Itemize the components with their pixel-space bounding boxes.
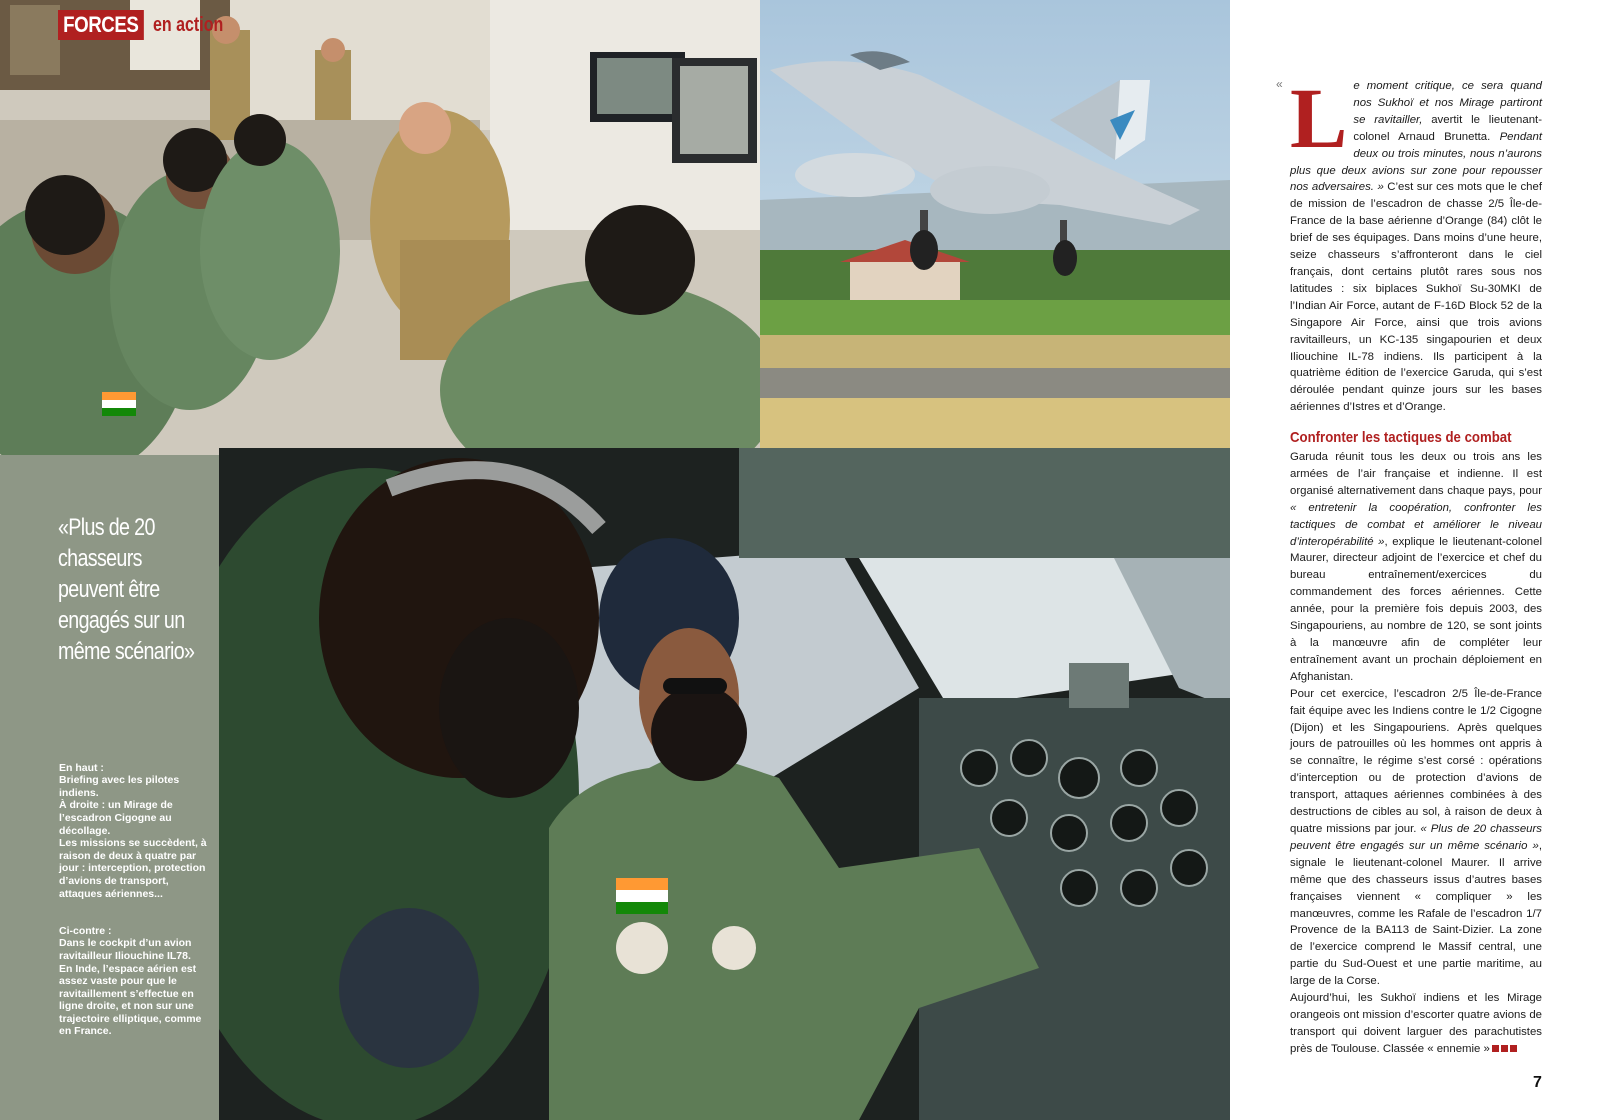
article-body xyxy=(1276,70,1542,1058)
pull-quote: «Plus de 20 chasseurs peuvent être engagés sur un même scénario» xyxy=(58,514,195,665)
open-quote-mark: « xyxy=(1276,77,1283,91)
article-subheading: Confronter les tactiques de combat xyxy=(1290,429,1512,447)
subsection-label: en action xyxy=(152,13,223,36)
briefing-photo xyxy=(0,0,760,455)
article-paragraph: Aujourd’hui, les Sukhoï indiens et les Mirage orangeois ont mission d’escorter quatre avions de transport qui doivent larguer des parachutistes près de Toulouse. Classée « ennemie » xyxy=(1290,992,1542,1055)
caption-top: En haut : Briefing avec les pilotes indiens. À droite : un Mirage de l’escadron Cigogne au décollage. Les missions se succèdent, à raison de deux à quatre par jour : interception, protection d’avions de transport, attaques aériennes... xyxy=(59,761,207,900)
section-header xyxy=(58,8,240,42)
end-mark-icon xyxy=(1501,1045,1508,1052)
sidebar-panel xyxy=(0,455,219,1120)
cockpit-photo xyxy=(219,448,1230,1120)
end-mark-icon xyxy=(1510,1045,1517,1052)
photo-captions xyxy=(59,749,209,1038)
drop-cap: L xyxy=(1290,70,1348,166)
article-paragraph: Garuda réunit tous les deux ou trois ans les armées de l’air française et indienne. Il est organisé alternativement dans chaque pays, pour « entretenir la coopération, confronter les tactiques de combat et améliorer le niveau d’interopérabilité », explique le lieutenant-colonel Maurer, directeur adjoint de l’exercice et chef du bureau entraînement/exercices du commandement des forces aériennes. Cette année, pour la première fois depuis 2003, des Singapouriens, au nombre de 120, se sont joints à la manœuvre afin de compléter leur entraînement avant un prochain déploiement en Afghanistan. xyxy=(1290,451,1542,683)
end-mark-icon xyxy=(1492,1045,1499,1052)
page-number: 7 xyxy=(1533,1074,1542,1091)
mirage-photo xyxy=(760,0,1230,448)
article-paragraph: Pour cet exercice, l’escadron 2/5 Île-de-France fait équipe avec les Indiens contre le 1/2 Cigogne (Dijon) et les Singapouriens. Après quelques jours de patrouilles où les hommes ont appris à se connaître, le régime s’est corsé : opérations d’interception ou de protection d’avions de transport, attaques aériennes combinées à des destructions de cibles au sol, à raison de deux à quatre missions par jour. « Plus de 20 chasseurs peuvent être engagés sur un même scénario », signale le lieutenant-colonel Maurer. Il arrive même que des chasseurs issus d’autres bases françaises viennent « compliquer » les manœuvres, comme les Rafale de l’escadron 1/7 Provence de la BA113 de Saint-Dizier. La zone de l’exercice comprend le Massif central, une partie du Sud-Ouest et une partie maritime, au large de la Corse. xyxy=(1290,687,1542,988)
article-intro: Le moment critique, ce sera quand nos Sukhoï et nos Mirage partiront se ravitailler, avertit le lieutenant-colonel Arnaud Brunetta. Pendant deux ou trois minutes, nous n’aurons plus que deux avions sur zone pour repousser nos adversaires. » C’est sur ces mots que le chef de mission de l’escadron de chasse 2/5 Île-de-France de la base aérienne d’Orange (84) clôt le brief de ses équipages. Dans moins d’une heure, seize chasseurs s’affronteront dans le ciel français, dont certains plutôt rares sous nos latitudes : six biplaces Sukhoï Su-30MKI de l’Indian Air Force, autant de F-16D Block 52 de la Singapore Air Force, ainsi que trois avions ravitailleurs, un KC-135 singapourien et deux Iliouchine IL-78 indiens. Ils participent à la quatrième édition de l’exercice Garuda, qui s’est déroulée pendant quinze jours sur les bases aériennes d’Istres et d’Orange. xyxy=(1290,70,1542,414)
caption-bottom: Ci-contre : Dans le cockpit d’un avion ravitailleur Iliouchine IL78. En Inde, l’espace aérien est assez vaste pour que le ravitaillement s’effectue en ligne droite, et non sur une trajectoire elliptique, comme en France. xyxy=(59,924,202,1038)
section-label: FORCES xyxy=(58,10,144,40)
